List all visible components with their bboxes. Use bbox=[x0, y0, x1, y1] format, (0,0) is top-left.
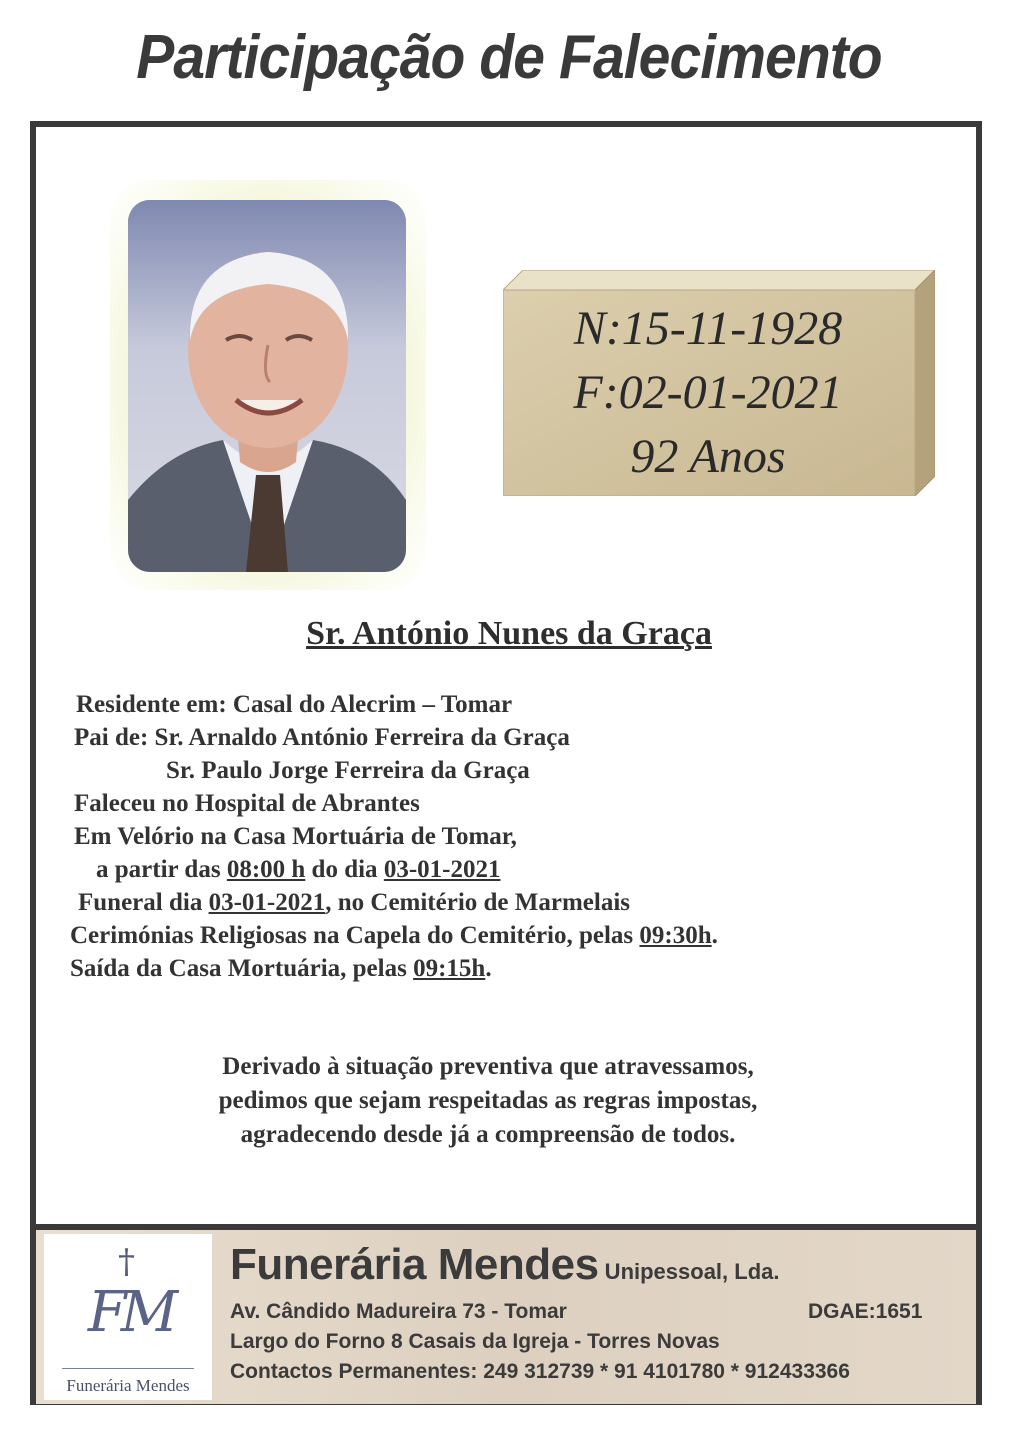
address-tomar: Av. Cândido Madureira 73 - Tomar bbox=[230, 1300, 567, 1323]
departure-time: 09:15h bbox=[413, 955, 486, 982]
ceremony-label: Cerimónias Religiosas na Capela do Cemitério, pelas bbox=[70, 922, 640, 949]
funeral-date: 03-01-2021 bbox=[208, 889, 326, 916]
funeral-label: Funeral dia bbox=[78, 889, 209, 916]
child-2-line: Sr. Paulo Jorge Ferreira da Graça bbox=[166, 757, 530, 784]
company-suffix: Unipessoal, Lda. bbox=[598, 1259, 780, 1284]
wake-from-label: a partir das bbox=[96, 856, 227, 883]
ceremony-period: . bbox=[711, 922, 718, 949]
father-of-line bbox=[70, 721, 930, 754]
wake-line: Em Velório na Casa Mortuária de Tomar, bbox=[74, 823, 517, 850]
notice-line-2: pedimos que sejam respeitadas as regras impostas, bbox=[218, 1087, 758, 1114]
ceremony-line bbox=[70, 919, 930, 952]
company-name-line bbox=[230, 1240, 780, 1290]
funeral-location: , no Cemitério de Marmelais bbox=[325, 889, 631, 916]
notice-line-3: agradecendo desde já a compreensão de todos. bbox=[240, 1121, 736, 1148]
death-date: F:02-01-2021 bbox=[573, 366, 843, 419]
departure-line bbox=[70, 952, 930, 985]
cross-icon: † bbox=[118, 1242, 135, 1282]
wake-time: 08:00 h bbox=[226, 856, 306, 883]
wake-time-line bbox=[70, 853, 930, 886]
birth-date: N:15-11-1928 bbox=[573, 302, 843, 355]
age: 92 Anos bbox=[630, 430, 786, 483]
company-name: Funerária Mendes bbox=[230, 1240, 599, 1289]
father-of-label: Pai de: bbox=[74, 724, 155, 751]
funeral-line bbox=[70, 886, 930, 919]
preventive-notice bbox=[0, 1050, 976, 1152]
wake-date: 03-01-2021 bbox=[383, 856, 501, 883]
permanent-contacts: Contactos Permanentes: 249 312739 * 91 4101780 * 912433366 bbox=[230, 1360, 850, 1383]
address-torres-novas: Largo do Forno 8 Casais da Igreja - Torres Novas bbox=[230, 1330, 720, 1353]
ceremony-time: 09:30h bbox=[639, 922, 712, 949]
fm-monogram: FM bbox=[87, 1280, 173, 1345]
departure-period: . bbox=[485, 955, 492, 982]
logo-divider bbox=[62, 1368, 194, 1369]
child-1: Sr. Arnaldo António Ferreira da Graça bbox=[154, 724, 570, 751]
funeral-details bbox=[70, 688, 930, 985]
departure-label: Saída da Casa Mortuária, pelas bbox=[70, 955, 414, 982]
wake-day-label: do dia bbox=[305, 856, 384, 883]
died-at-line: Faleceu no Hospital de Abrantes bbox=[74, 790, 420, 817]
portrait-photo bbox=[128, 200, 406, 572]
dgae-number: DGAE:1651 bbox=[808, 1300, 923, 1323]
notice-line-1: Derivado à situação preventiva que atravessamos, bbox=[222, 1053, 754, 1080]
deceased-name: Sr. António Nunes da Graça bbox=[306, 615, 712, 652]
logo-caption: Funerária Mendes bbox=[66, 1376, 190, 1395]
page-title: Participação de Falecimento bbox=[136, 23, 882, 92]
portrait-illustration bbox=[128, 200, 406, 572]
date-plaque-text bbox=[503, 290, 913, 496]
residence-line: Residente em: Casal do Alecrim – Tomar bbox=[76, 691, 513, 718]
